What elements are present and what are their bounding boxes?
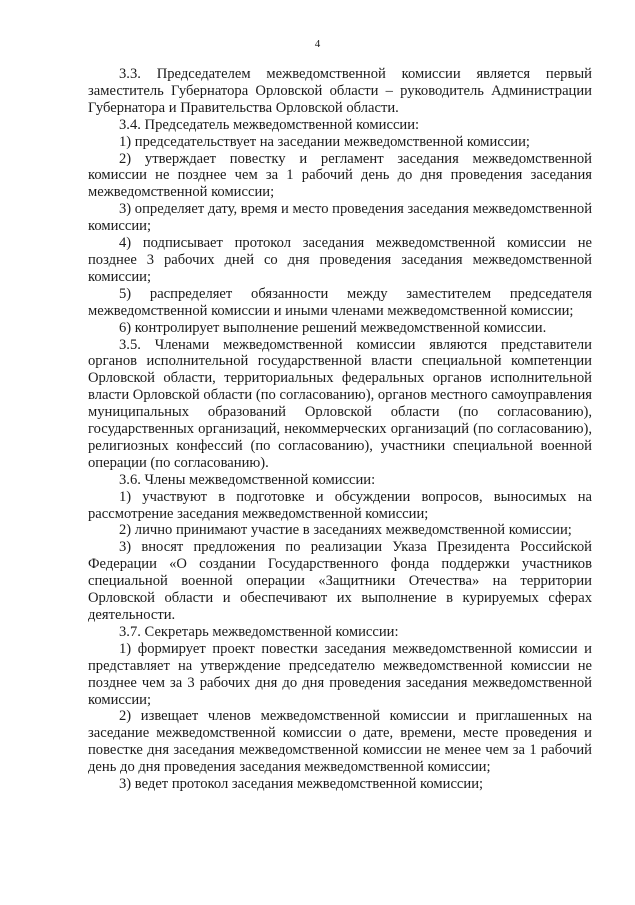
- document-body: [88, 66, 592, 793]
- paragraph-3-6-item-1: 1) участвуют в подготовке и обсуждении вопросов, выносимых на рассмотрение заседания межведомственной комиссии;: [88, 488, 592, 522]
- paragraph-3-7-item-2: 2) извещает членов межведомственной комиссии и приглашенных на заседание межведомственной комиссии о дате, времени, месте проведения и повестке дня заседания межведомственной комиссии не менее чем за 1 рабочий день до дня проведения заседания межведомственной комиссии;: [88, 708, 592, 776]
- paragraph-3-5: 3.5. Членами межведомственной комиссии являются представители органов исполнительной государственной власти специальной компетенции Орловской области, территориальных федеральных органов исполнительной власти Орловской области (по согласованию), органов местного самоуправления муниципальных образований Орловской области (по согласованию), государственных организаций, некоммерческих организаций (по согласованию), религиозных конфессий (по согласованию), участники специальной военной операции (по согласованию).: [88, 336, 592, 471]
- paragraph-3-3: 3.3. Председателем межведомственной комиссии является первый заместитель Губернатора Орловской области – руководитель Администрации Губернатора и Правительства Орловской области.: [88, 66, 592, 116]
- paragraph-3-6-item-3: 3) вносят предложения по реализации Указа Президента Российской Федерации «О создании Государственного фонда поддержки участников специальной военной операции «Защитники Отечества» на территории Орловской области и обеспечивают их выполнение в курируемых сферах деятельности.: [88, 539, 592, 623]
- page-number: 4: [314, 38, 321, 50]
- paragraph-3-4-item-1: 1) председательствует на заседании межведомственной комиссии;: [119, 133, 530, 150]
- paragraph-3-7-heading: 3.7. Секретарь межведомственной комиссии:: [119, 623, 399, 640]
- paragraph-3-4-item-5: 5) распределяет обязанности между заместителем председателя межведомственной комиссии и иными членами межведомственной комиссии;: [88, 285, 592, 319]
- paragraph-3-4-item-4: 4) подписывает протокол заседания межведомственной комиссии не позднее 3 рабочих дней со дня проведения заседания межведомственной комиссии;: [88, 235, 592, 285]
- paragraph-3-4-item-3: 3) определяет дату, время и место проведения заседания межведомственной комиссии;: [88, 201, 593, 235]
- paragraph-3-7-item-3: 3) ведет протокол заседания межведомственной комиссии;: [119, 776, 484, 793]
- paragraph-3-6-heading: 3.6. Члены межведомственной комиссии:: [119, 471, 376, 488]
- paragraph-3-6-item-2: 2) лично принимают участие в заседаниях межведомственной комиссии;: [119, 522, 572, 539]
- paragraph-3-7-item-1: 1) формирует проект повестки заседания межведомственной комиссии и представляет на утверждение председателю межведомственной комиссии не позднее чем за 3 рабочих дня до дня проведения заседания межведомственной комиссии;: [88, 640, 592, 708]
- paragraph-3-4-item-6: 6) контролирует выполнение решений межведомственной комиссии.: [119, 319, 547, 336]
- paragraph-3-4-heading: 3.4. Председатель межведомственной комиссии:: [119, 116, 420, 133]
- paragraph-3-4-item-2: 2) утверждает повестку и регламент заседания межведомственной комиссии не позднее чем за 1 рабочий день до дня проведения заседания межведомственной комиссии;: [88, 150, 592, 201]
